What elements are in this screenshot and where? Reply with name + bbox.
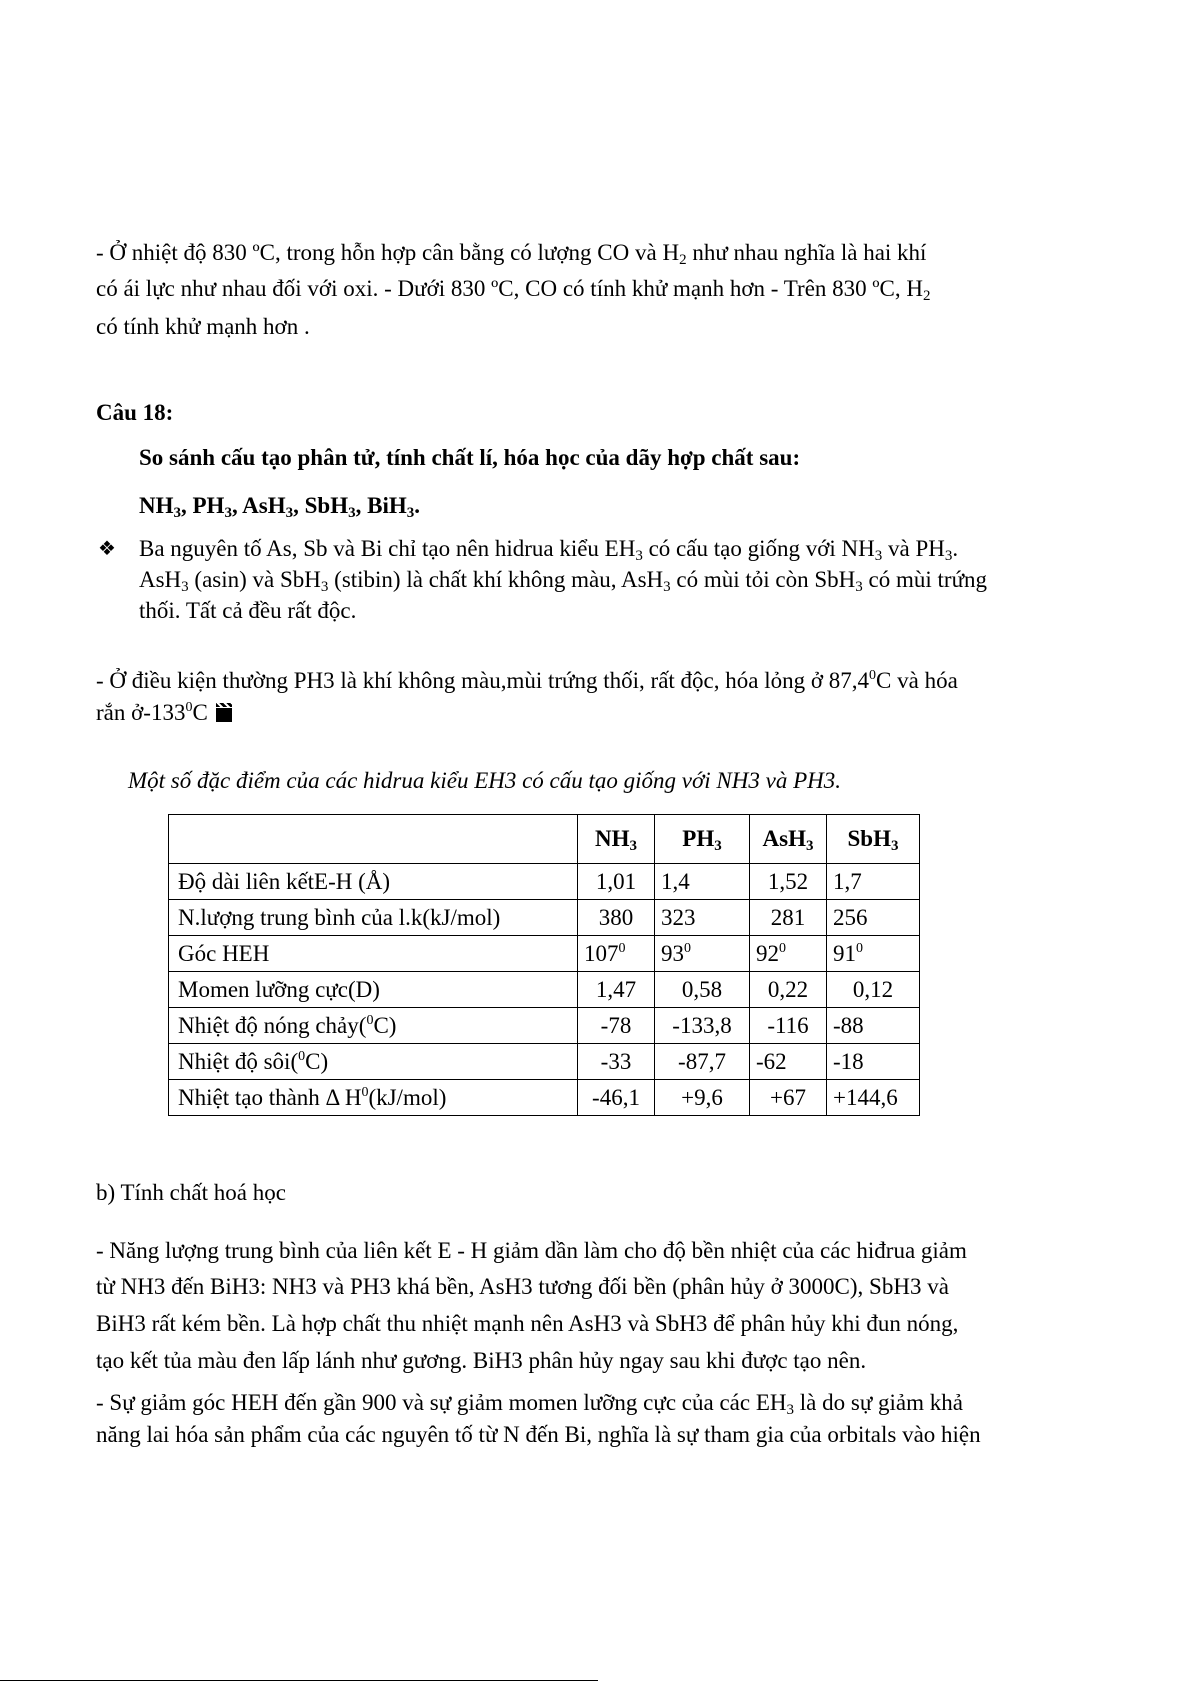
table-row xyxy=(169,1080,920,1116)
cell: -87,7 xyxy=(655,1044,750,1080)
hydride-properties-table xyxy=(168,814,920,1116)
bullet-line-2: AsH$_3$ (asin) và SbH$_3$ (stibin) là chất khí không màu, AsH$_3$ có mùi tỏi còn SbH$_3$ có mùi trứng xyxy=(139,567,988,595)
cell: $92^0$ xyxy=(750,936,827,972)
table-row xyxy=(169,864,920,900)
chem-paragraph-line: từ NH3 đến BiH3: NH3 và PH3 khá bền, AsH3 tương đối bền (phân hủy ở 3000C), SbH3 và xyxy=(96,1274,949,1299)
cell: -46,1 xyxy=(578,1080,655,1116)
header-nh3: $NH_3$ xyxy=(578,815,655,864)
cell: -62 xyxy=(750,1044,827,1080)
question-formulas: $NH_3$, $PH_3$, AsH$_3$, SbH$_3$, BiH$_3$. xyxy=(139,493,420,521)
ph3-line-2: rắn $ở-133^0C$ xyxy=(96,698,232,728)
row-label: Góc HEH xyxy=(169,936,578,972)
table-caption: Một số đặc điểm của các hidrua kiểu EH3 có cấu tạo giống với NH3 và PH3. xyxy=(128,768,841,793)
table-row xyxy=(169,900,920,936)
cell: 0,58 xyxy=(655,972,750,1008)
cell: +67 xyxy=(750,1080,827,1116)
cell: 323 xyxy=(655,900,750,936)
cell: $91^0$ xyxy=(827,936,920,972)
clapperboard-icon xyxy=(216,708,232,722)
text: có tính khử mạnh hơn . xyxy=(96,314,310,339)
table-row xyxy=(169,1008,920,1044)
cell: 0,22 xyxy=(750,972,827,1008)
chem-paragraph-line: - Năng lượng trung bình của liên kết E - H giảm dần làm cho độ bền nhiệt của các hiđrua giảm xyxy=(96,1238,967,1263)
chem-paragraph-line: BiH3 rất kém bền. Là hợp chất thu nhiệt mạnh nên AsH3 và SbH3 để phân hủy khi đun nóng, xyxy=(96,1311,959,1336)
cell: $107^0$ xyxy=(578,936,655,972)
cell: -33 xyxy=(578,1044,655,1080)
cell: -78 xyxy=(578,1008,655,1044)
chem-paragraph-2-line-1: - Sự giảm góc HEH đến gần 900 và sự giảm momen lưỡng cực của các $EH_3$ là do sự giảm khả xyxy=(96,1390,963,1418)
diamond-bullet-icon: ❖ xyxy=(98,538,116,560)
chem-paragraph-2-line-2: năng lai hóa sản phẩm của các nguyên tố từ N đến Bi, nghĩa là sự tham gia của orbitals vào hiện xyxy=(96,1422,981,1447)
subscript: 2 xyxy=(923,288,931,304)
cell: 1,52 xyxy=(750,864,827,900)
cell: +144,6 xyxy=(827,1080,920,1116)
bottom-rule xyxy=(0,1680,598,1681)
cell: 380 xyxy=(578,900,655,936)
text: có ái lực như nhau đối với oxi. - Dưới 830 ºC, CO có tính khử mạnh hơn - Trên 830 ºC, H xyxy=(96,276,923,301)
text: như nhau nghĩa là hai khí xyxy=(686,240,927,265)
table-row xyxy=(169,936,920,972)
header-empty-cell xyxy=(169,815,578,864)
row-label: Nhiệt độ nóng chảy($^0$C) xyxy=(169,1008,578,1044)
header-ph3: $PH_3$ xyxy=(655,815,750,864)
bullet-line-1: Ba nguyên tố As, Sb và Bi chỉ tạo nên hidrua kiểu $EH_3$ có cấu tạo giống với $NH_3$ và $PH_3$. xyxy=(139,536,959,564)
table-row xyxy=(169,1044,920,1080)
cell: 1,01 xyxy=(578,864,655,900)
header-ash3: AsH$_3$ xyxy=(750,815,827,864)
row-label: N.lượng trung bình của l.k(kJ/mol) xyxy=(169,900,578,936)
question-subtitle: So sánh cấu tạo phân tử, tính chất lí, hóa học của dãy hợp chất sau: xyxy=(139,445,801,470)
cell: -133,8 xyxy=(655,1008,750,1044)
table-header-row xyxy=(169,815,920,864)
ph3-line-1: - Ở điều kiện thường PH3 là khí không màu,mùi trứng thối, rất độc, hóa lỏng ở 87,4$^0$C và hóa xyxy=(96,668,958,693)
header-sbh3: SbH$_3$ xyxy=(827,815,920,864)
paragraph-830-line-3 xyxy=(96,312,310,342)
paragraph-830-line-2 xyxy=(96,274,931,304)
cell: 256 xyxy=(827,900,920,936)
row-label: Nhiệt độ sôi($^0$C) xyxy=(169,1044,578,1080)
bullet-line-3: thối. Tất cả đều rất độc. xyxy=(139,598,357,623)
cell: 1,7 xyxy=(827,864,920,900)
section-heading-chemical-properties: b) Tính chất hoá học xyxy=(96,1180,286,1205)
row-label: Nhiệt tạo thành Δ $H^0(kJ/mol)$ xyxy=(169,1080,578,1116)
row-label: Độ dài liên kếtE-H (Å) xyxy=(169,864,578,900)
paragraph-830-line-1 xyxy=(96,238,926,268)
text: - Ở nhiệt độ 830 ºC, trong hỗn hợp cân bằng có lượng CO và H xyxy=(96,240,680,265)
table-row xyxy=(169,972,920,1008)
cell: $93^0$ xyxy=(655,936,750,972)
cell: 1,4 xyxy=(655,864,750,900)
cell: 281 xyxy=(750,900,827,936)
cell: 1,47 xyxy=(578,972,655,1008)
cell: -88 xyxy=(827,1008,920,1044)
cell: -116 xyxy=(750,1008,827,1044)
subscript: 2 xyxy=(679,252,687,268)
cell: 0,12 xyxy=(827,972,920,1008)
row-label: Momen lưỡng cực(D) xyxy=(169,972,578,1008)
question-title: Câu 18: xyxy=(96,400,174,425)
chem-paragraph-line: tạo kết tủa màu đen lấp lánh như gương. BiH3 phân hủy ngay sau khi được tạo nên. xyxy=(96,1348,867,1373)
cell: +9,6 xyxy=(655,1080,750,1116)
cell: -18 xyxy=(827,1044,920,1080)
